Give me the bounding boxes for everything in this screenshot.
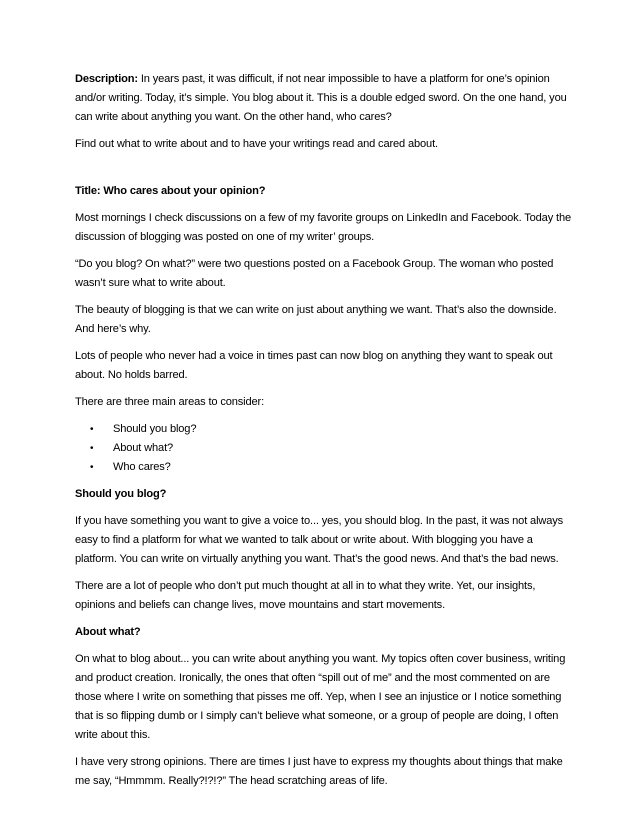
- bullet-icon: •: [90, 443, 94, 454]
- intro-paragraph-1: Most mornings I check discussions on a few of my favorite groups on LinkedIn and Facebook. Today the discussion of blogging was posted on one of my writer’ groups.: [75, 212, 572, 243]
- title-line: [75, 182, 572, 201]
- bullet-icon: •: [90, 462, 94, 473]
- section-heading-about-what: About what?: [75, 626, 141, 638]
- list-item: [75, 420, 572, 439]
- title-text: Who cares about your opinion?: [100, 185, 266, 197]
- description-label: Description:: [75, 73, 138, 85]
- list-item-text: Should you blog?: [113, 423, 197, 435]
- intro-paragraph-2: “Do you blog? On what?” were two questions posted on a Facebook Group. The woman who posted wasn’t sure what to write about.: [75, 258, 554, 289]
- title-label: Title:: [75, 185, 101, 197]
- description-text: In years past, it was difficult, if not near impossible to have a platform for one’s opinion and/or writing. Today, it’s simple. You blog about it. This is a double edged sword. On the one hand, you can write about anything you want. On the other hand, who cares?: [75, 73, 567, 123]
- section1-paragraph-2: There are a lot of people who don’t put much thought at all in to what they write. Yet, our insights, opinions and beliefs can change lives, move mountains and start movements.: [75, 580, 536, 611]
- find-out-paragraph: Find out what to write about and to have your writings read and cared about.: [75, 138, 438, 150]
- section2-paragraph-1: On what to blog about... you can write about anything you want. My topics often cover business, writing and product creation. Ironically, the ones that often “spill out of me” and the most commented on are those where I write on something that pisses me off. Yep, when I see an injustice or I notice something that is so flipping dumb or I simply can’t believe what someone, or a group of people are doing, I often write about this.: [75, 653, 566, 741]
- areas-list: [75, 420, 572, 477]
- section2-paragraph-2: I have very strong opinions. There are times I just have to express my thoughts about things that make me say, “Hmmmm. Really?!?!?” The head scratching areas of life.: [75, 756, 563, 787]
- section1-paragraph-1: If you have something you want to give a voice to... yes, you should blog. In the past, it was not always easy to find a platform for what we wanted to talk about or write about. With blogging you have a platform. You can write on virtually anything you want. That’s the good news. And that’s the bad news.: [75, 515, 564, 565]
- intro-paragraph-3: The beauty of blogging is that we can write on just about anything we want. That’s also the downside. And here’s why.: [75, 304, 557, 335]
- intro-paragraph-5: There are three main areas to consider:: [75, 396, 265, 408]
- list-item-text: About what?: [113, 442, 174, 454]
- list-item: [75, 439, 572, 458]
- list-item: [75, 458, 572, 477]
- description-paragraph: [75, 70, 572, 127]
- bullet-icon: •: [90, 424, 94, 435]
- intro-paragraph-4: Lots of people who never had a voice in times past can now blog on anything they want to speak out about. No holds barred.: [75, 350, 553, 381]
- section-heading-should-you-blog: Should you blog?: [75, 488, 167, 500]
- list-item-text: Who cares?: [113, 461, 171, 473]
